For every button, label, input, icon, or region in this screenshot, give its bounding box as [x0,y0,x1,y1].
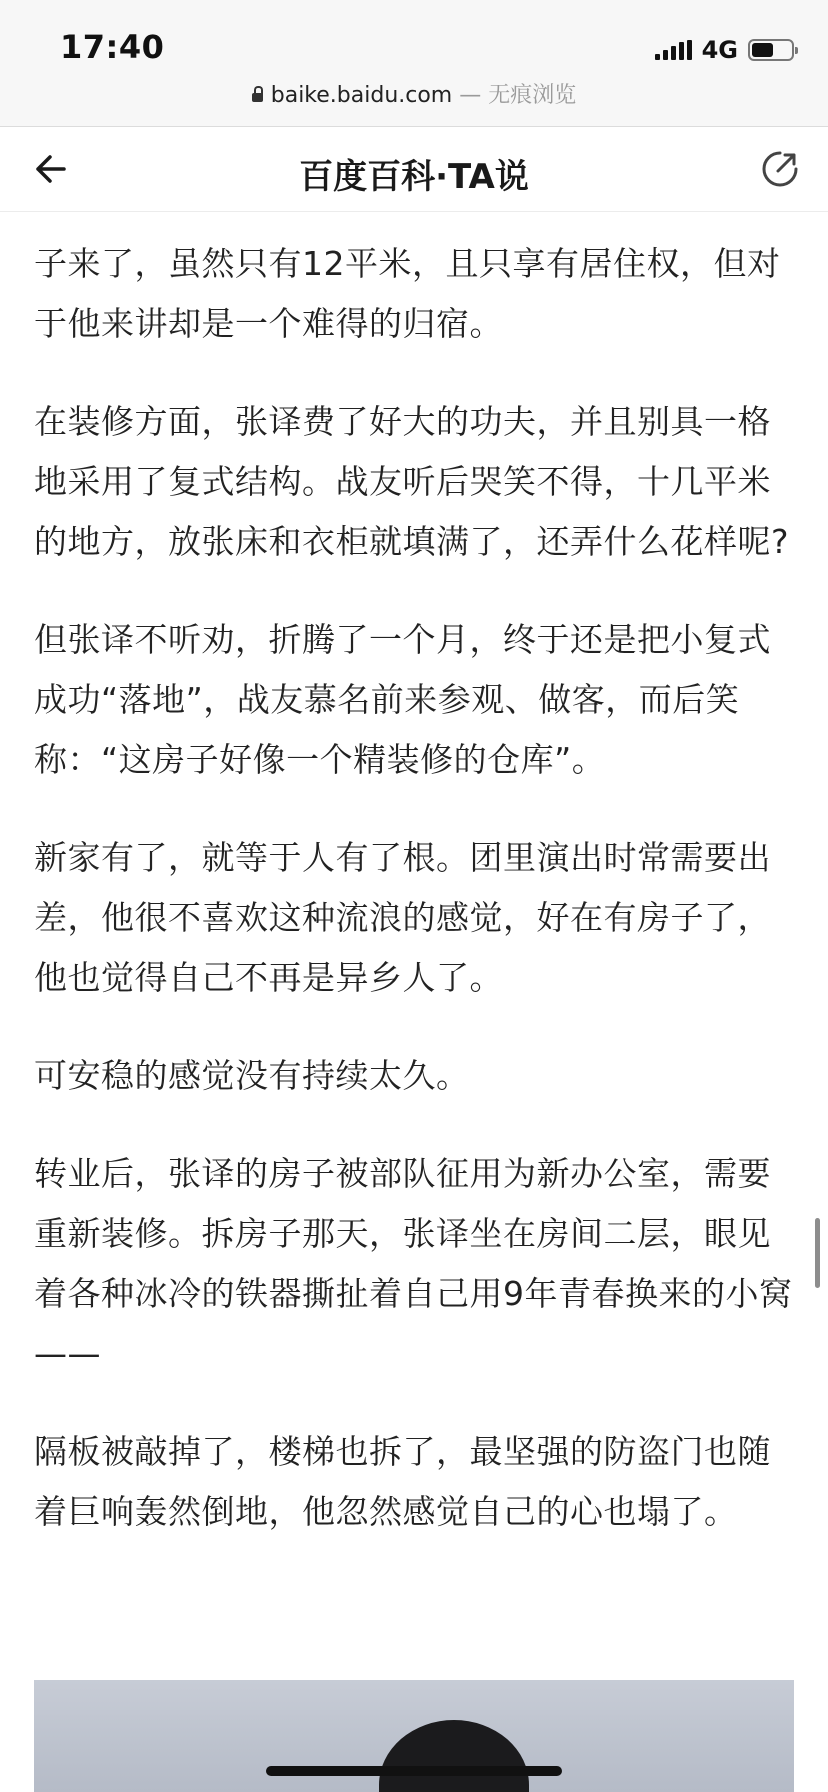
battery-level-fill [752,43,773,57]
article-paragraph: 可安稳的感觉没有持续太久。 [34,1056,470,1095]
private-mode-label: — 无痕浏览 [452,83,577,108]
share-button[interactable] [758,147,802,191]
article-paragraph: 在装修方面，张译费了好大的功夫，并且别具一格地采用了复式结构。战友听后哭笑不得，十几平米的地方，放张床和衣柜就填满了，还弄什么花样呢? [34,402,790,561]
article-paragraph: 转业后，张译的房子被部队征用为新办公室，需要重新装修。拆房子那天，张译坐在房间二层，眼见着各种冰冷的铁器撕扯着自己用9年青春换来的小窝—— [34,1154,793,1373]
browser-status-area [0,0,828,127]
network-type: 4G [701,36,738,64]
share-arrow-icon [758,147,802,191]
home-indicator[interactable] [266,1766,562,1776]
article-paragraph: 但张译不听劝，折腾了一个月，终于还是把小复式成功“落地”，战友慕名前来参观、做客，而后笑称：“这房子好像一个精装修的仓库”。 [34,620,771,779]
article-paragraph: 新家有了，就等于人有了根。团里演出时常需要出差，他很不喜欢这种流浪的感觉，好在有房子了，他也觉得自己不再是异乡人了。 [34,838,771,997]
url-bar[interactable] [0,78,828,109]
cellular-signal-icon [655,40,692,60]
page-title: 百度百科·TA说 [299,157,529,197]
article-paragraph: 隔板被敲掉了，楼梯也拆了，最坚强的防盗门也随着巨响轰然倒地，他忽然感觉自己的心也塌了。 [34,1432,771,1531]
url-domain: baike.baidu.com [270,83,453,108]
article-paragraph: 子来了，虽然只有12平米，且只享有居住权，但对于他来讲却是一个难得的归宿。 [34,244,781,343]
page-header [0,127,828,212]
status-icons [655,36,794,64]
scrollbar-thumb[interactable] [815,1218,820,1288]
article-body [34,172,796,1580]
photo-person-silhouette [379,1720,529,1792]
battery-icon [748,39,794,61]
status-time: 17:40 [60,28,165,66]
lock-icon [252,93,263,102]
